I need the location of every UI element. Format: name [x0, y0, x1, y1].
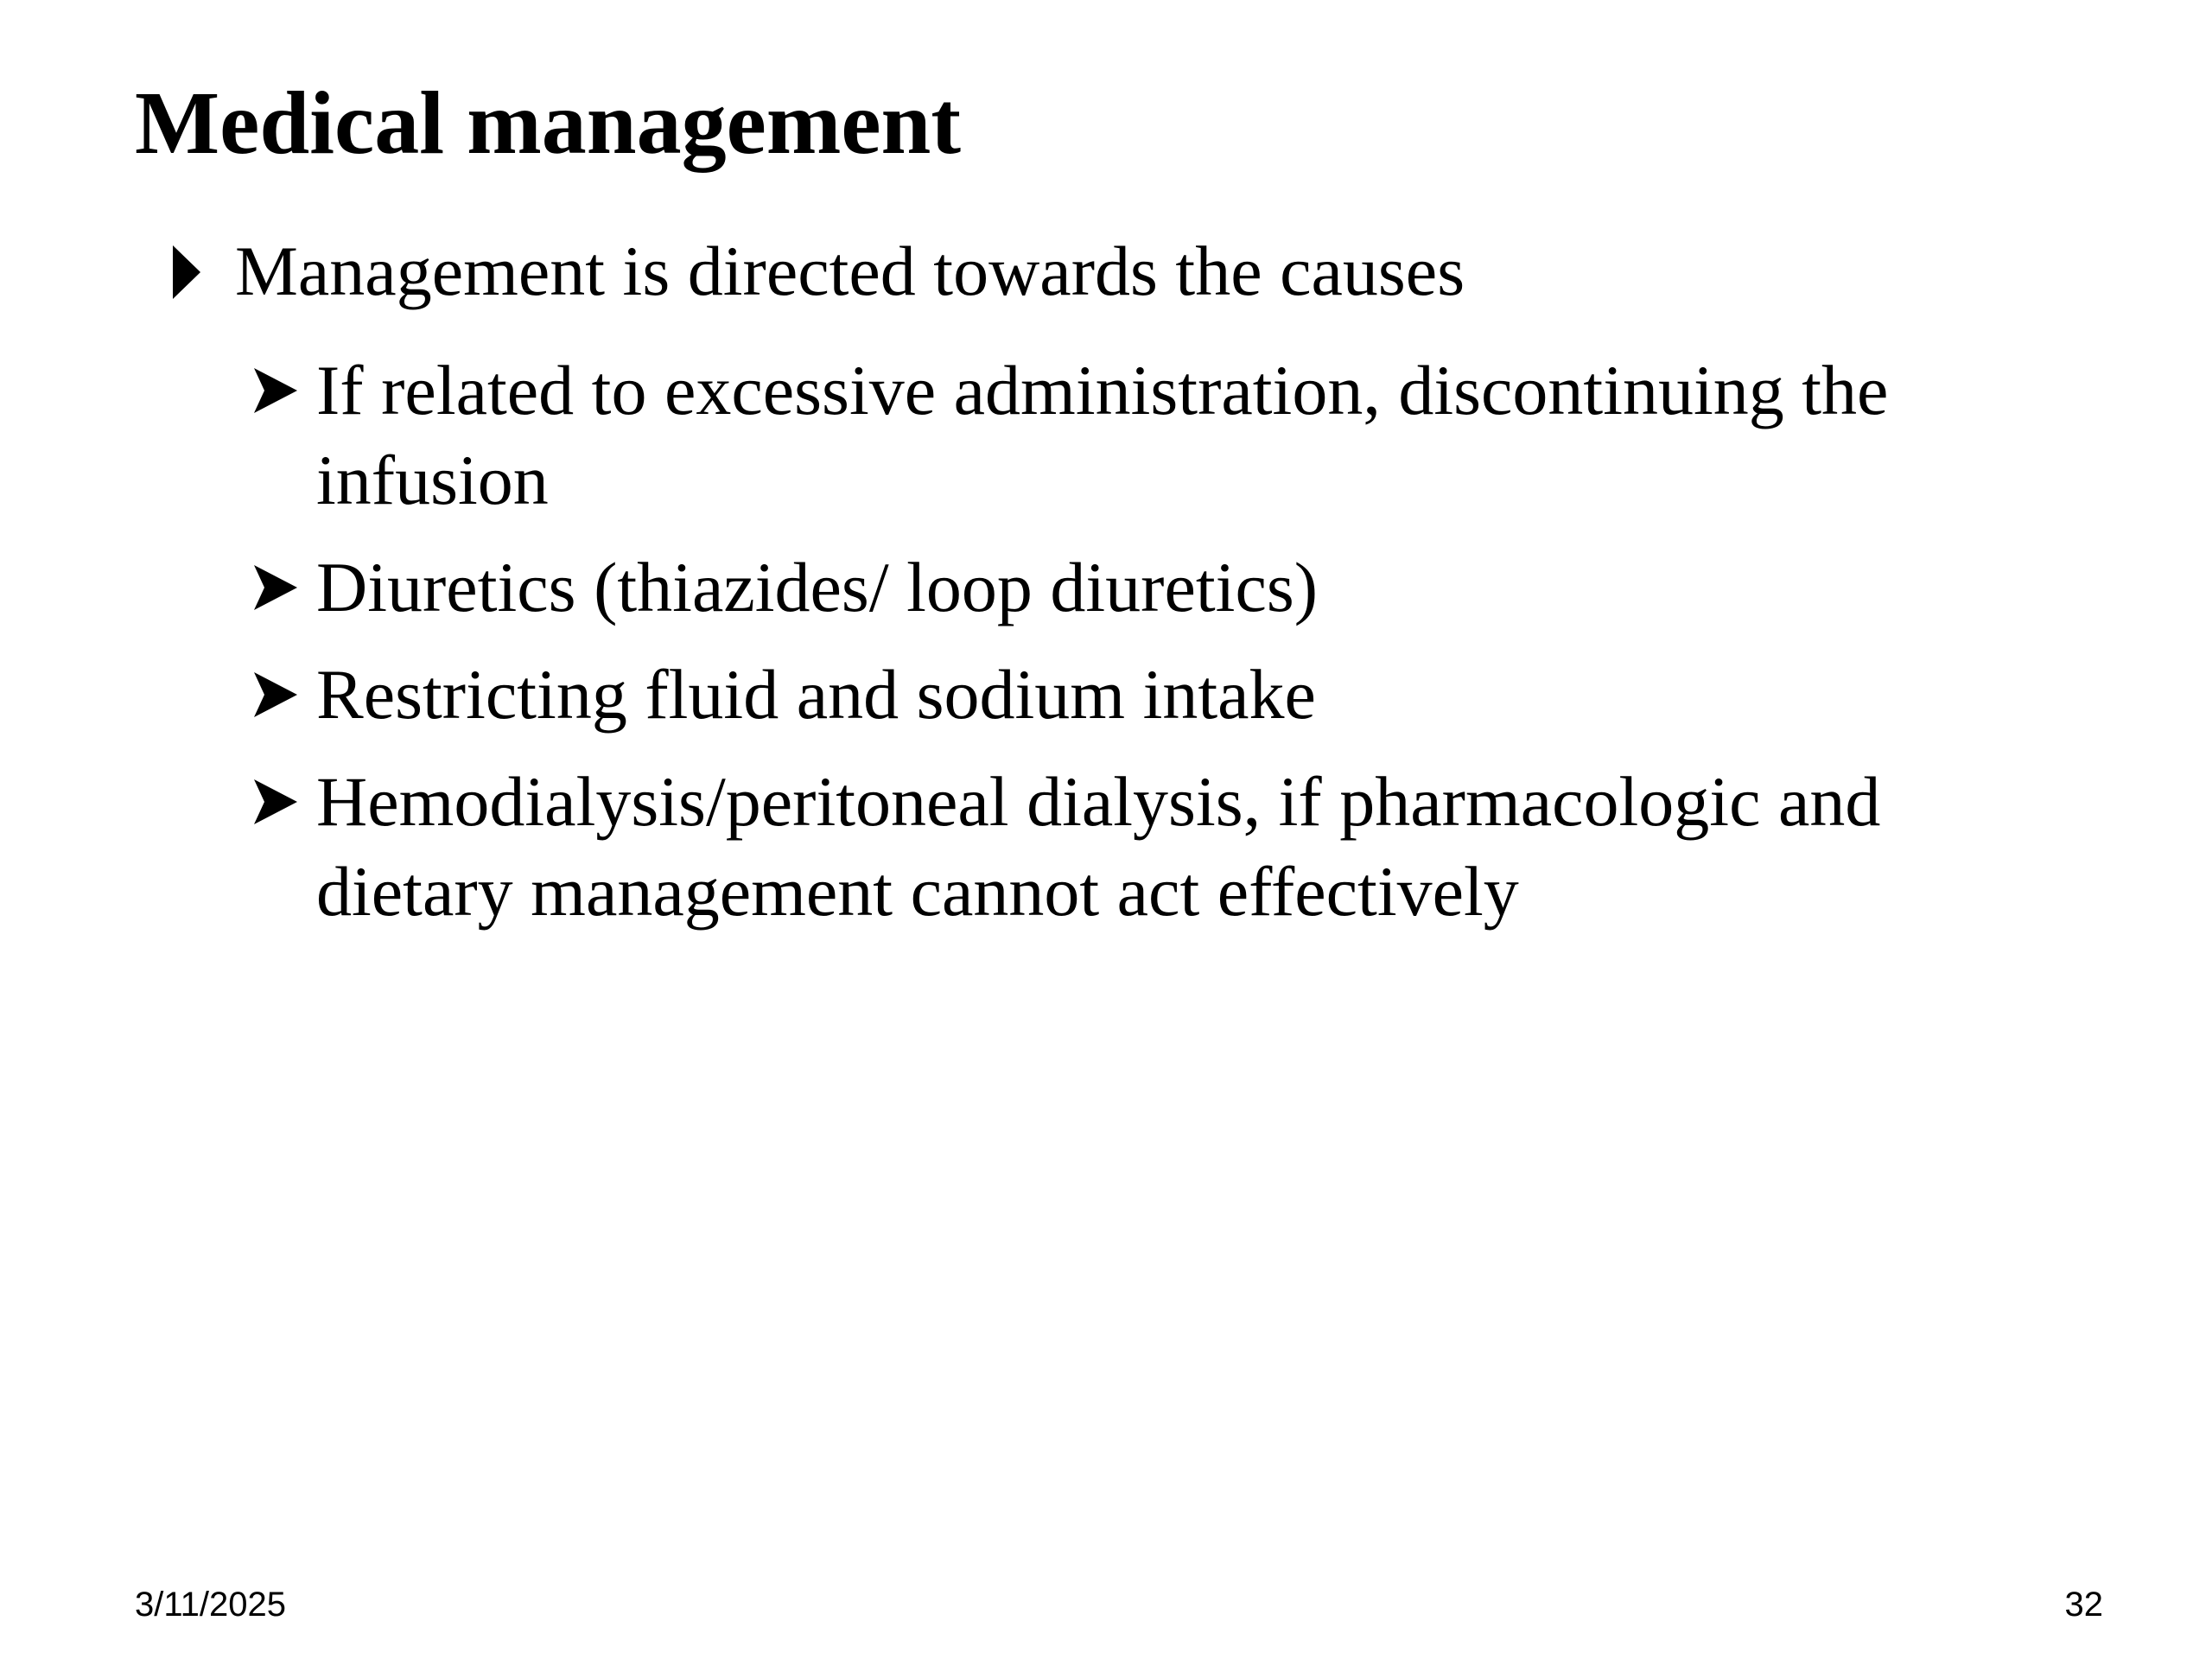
sub-bullet-item [251, 543, 1996, 632]
arrow-bullet-icon [251, 543, 316, 632]
footer-page-number: 32 [2064, 1586, 2103, 1624]
slide-title: Medical management [135, 73, 962, 173]
sub-bullet-list [251, 346, 1996, 954]
arrow-bullet-icon [251, 757, 316, 847]
sub-bullet-item [251, 346, 1996, 525]
main-bullet-text: Management is directed towards the causes [235, 232, 1465, 310]
sub-bullet-text: If related to excessive administration, discontinuing the infusion [316, 351, 1889, 519]
sub-bullet-text: Hemodialysis/peritoneal dialysis, if pharmacologic and dietary management cannot act effectively [316, 762, 1881, 931]
sub-bullet-text: Restricting fluid and sodium intake [316, 655, 1316, 734]
sub-bullet-item [251, 650, 1996, 740]
sub-bullet-item [251, 757, 1996, 937]
triangle-bullet-icon [169, 226, 235, 316]
sub-bullet-text: Diuretics (thiazides/ loop diuretics) [316, 548, 1319, 626]
arrow-bullet-icon [251, 346, 316, 435]
main-bullet [169, 226, 1465, 316]
footer-date: 3/11/2025 [135, 1586, 286, 1624]
arrow-bullet-icon [251, 650, 316, 740]
